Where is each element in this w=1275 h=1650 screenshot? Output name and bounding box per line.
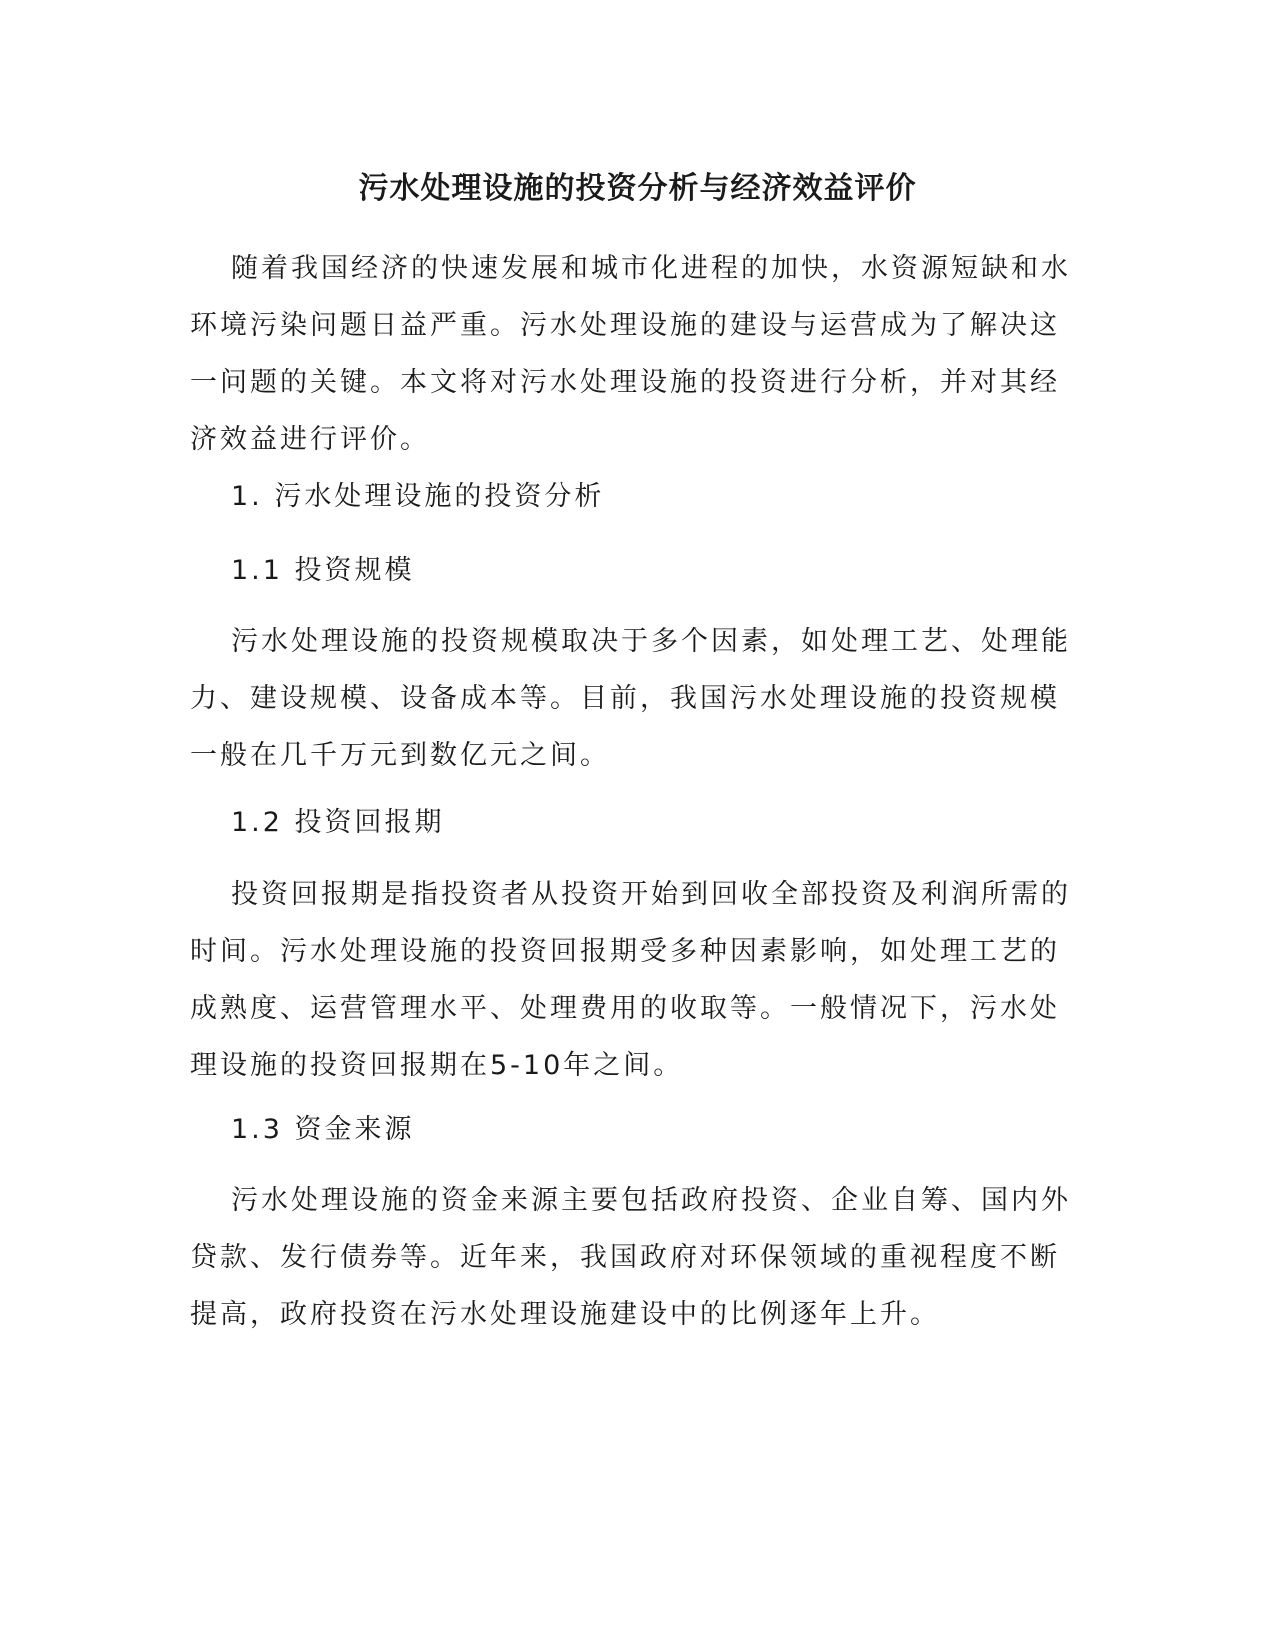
section-1-2-paragraph: 投资回报期是指投资者从投资开始到回收全部投资及利润所需的时间。污水处理设施的投资回报期受多种因素影响，如处理工艺的成熟度、运营管理水平、处理费用的收取等。一般情况下，污水处理设施的投资回报期在5-10年之间。: [190, 879, 1071, 1081]
section-1-2-heading: 1.2 投资回报期: [231, 807, 445, 838]
intro-paragraph: 随着我国经济的快速发展和城市化进程的加快，水资源短缺和水环境污染问题日益严重。污水处理设施的建设与运营成为了解决这一问题的关键。本文将对污水处理设施的投资进行分析，并对其经济效益进行评价。: [190, 253, 1071, 455]
section-1-1-paragraph: 污水处理设施的投资规模取决于多个因素，如处理工艺、处理能力、建设规模、设备成本等。目前，我国污水处理设施的投资规模一般在几千万元到数亿元之间。: [190, 626, 1071, 771]
document-title: 污水处理设施的投资分析与经济效益评价: [358, 171, 917, 206]
section-1-3-paragraph: 污水处理设施的资金来源主要包括政府投资、企业自筹、国内外贷款、发行债券等。近年来，我国政府对环保领域的重视程度不断提高，政府投资在污水处理设施建设中的比例逐年上升。: [190, 1185, 1071, 1330]
section-1-heading: 1. 污水处理设施的投资分析: [231, 481, 605, 512]
section-1-1-heading: 1.1 投资规模: [231, 555, 415, 586]
section-1-3-heading: 1.3 资金来源: [231, 1114, 415, 1145]
